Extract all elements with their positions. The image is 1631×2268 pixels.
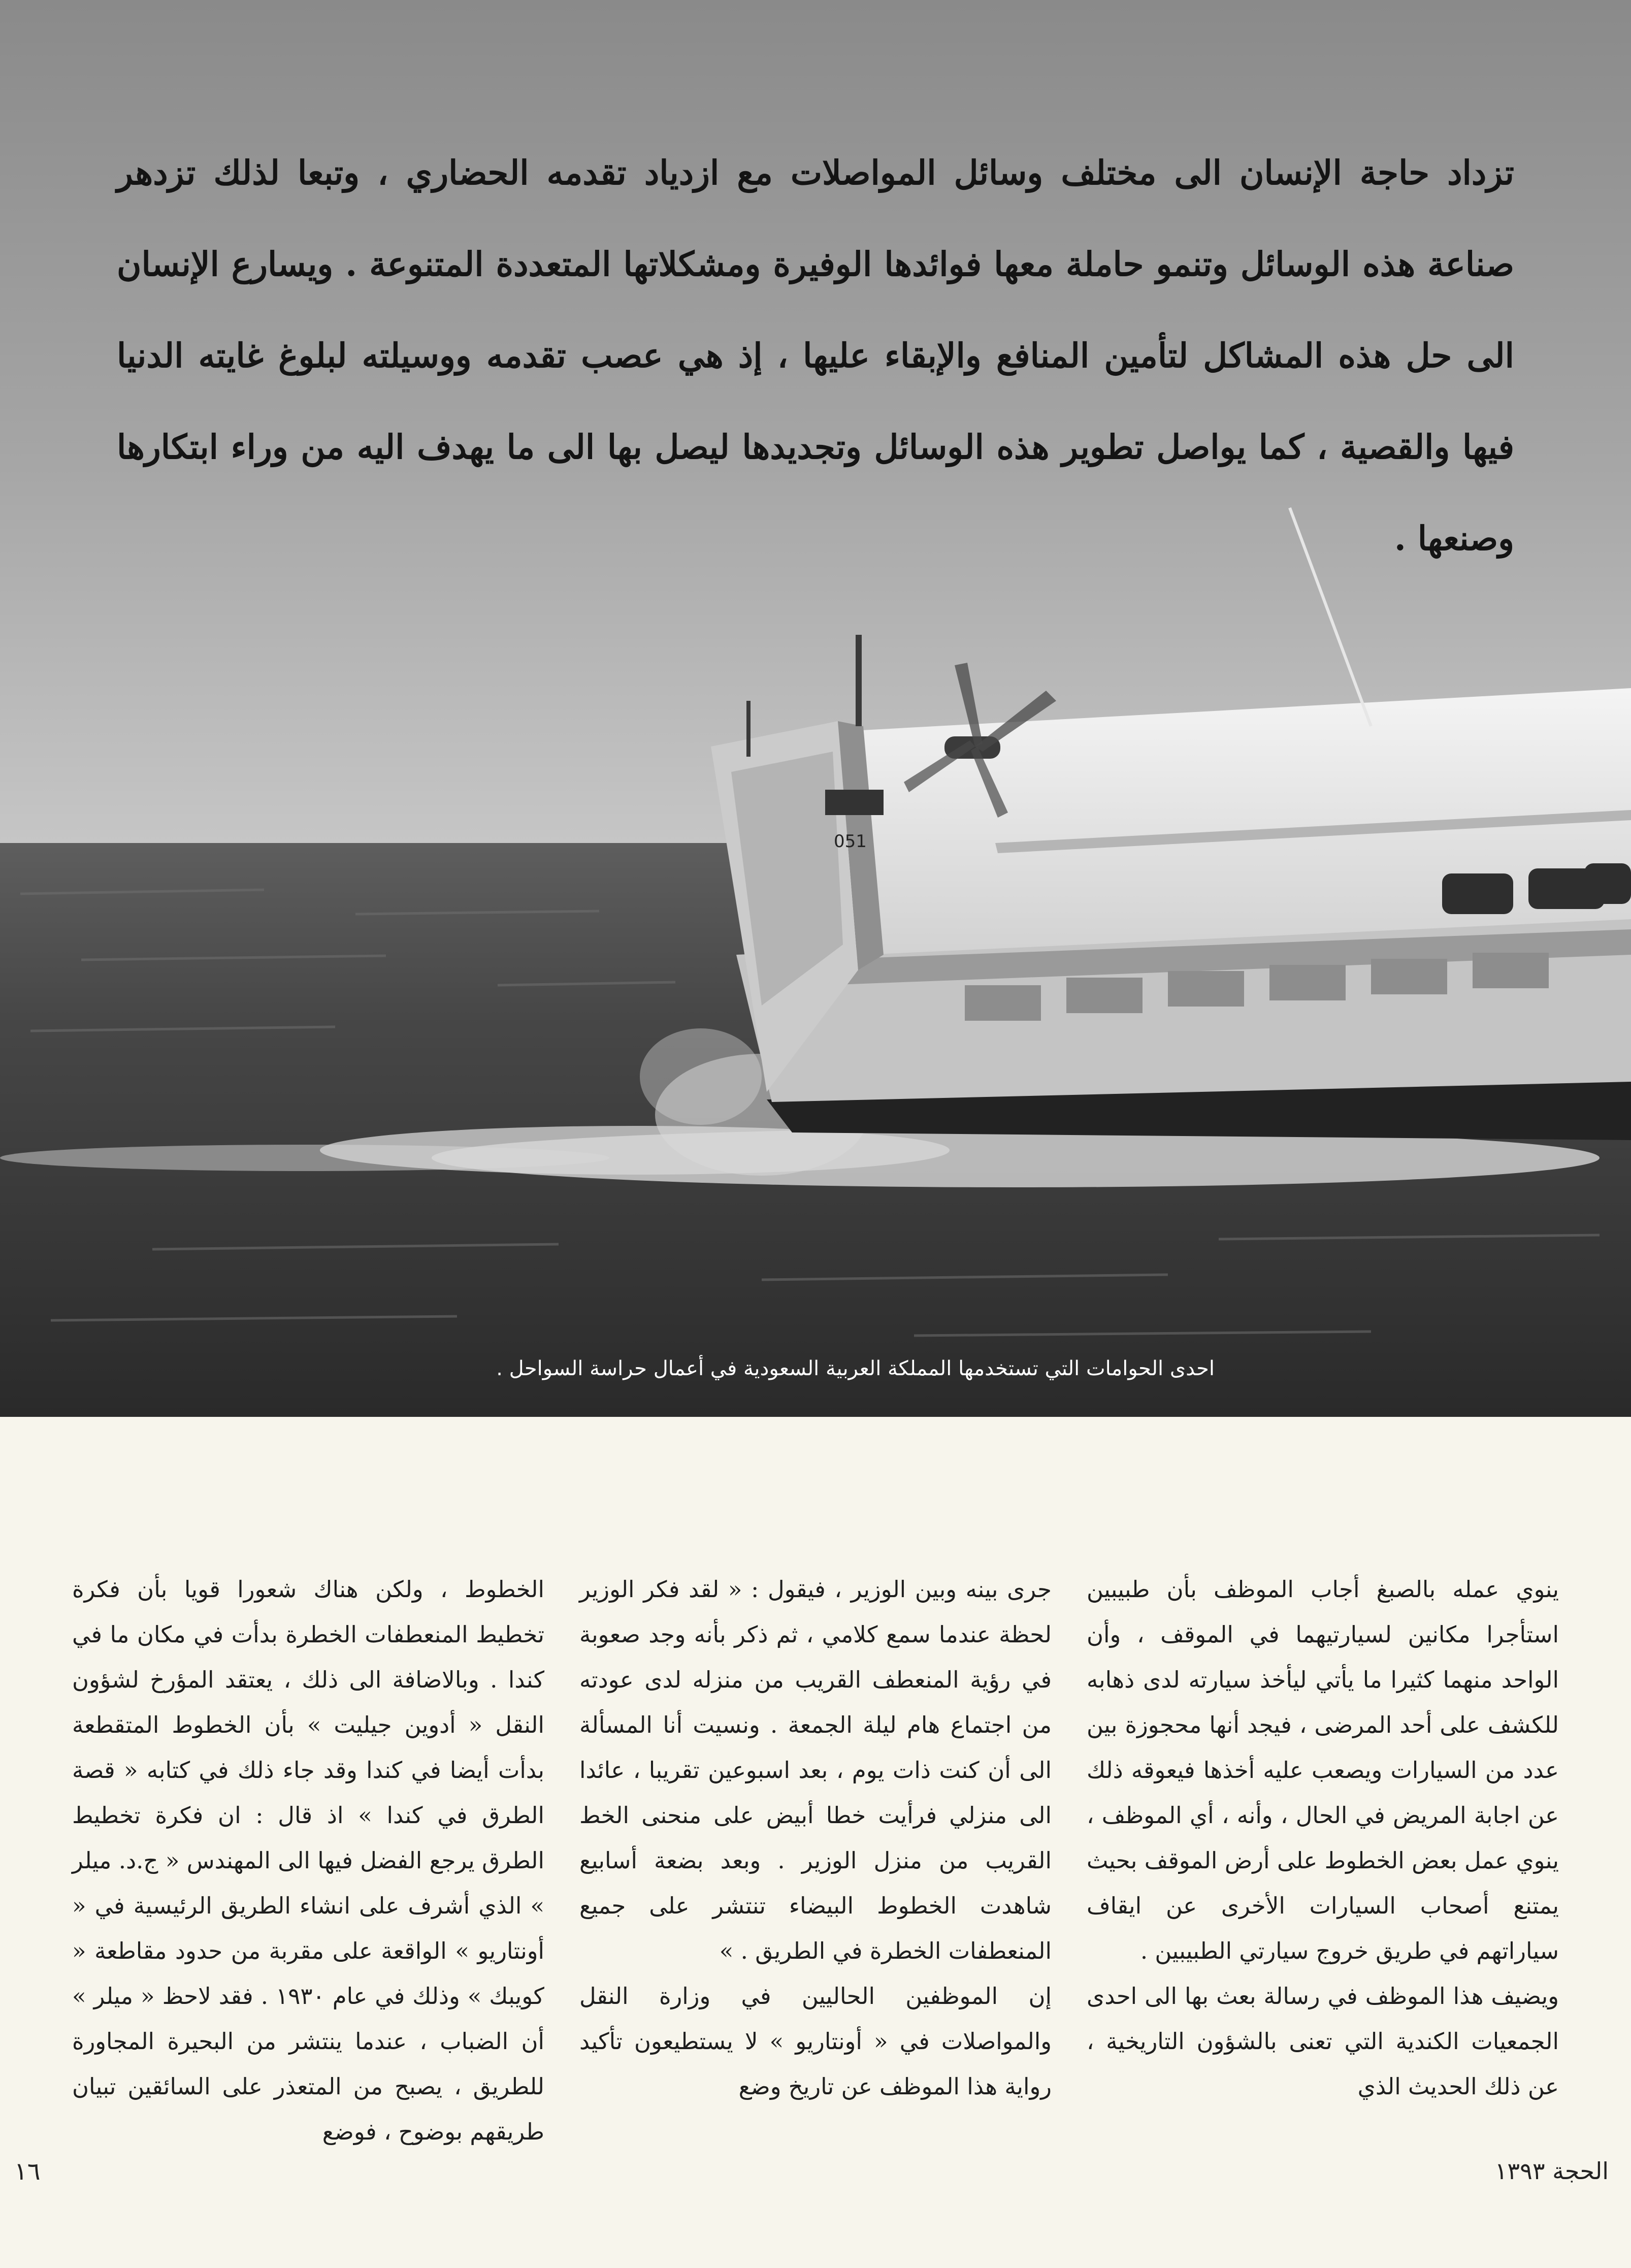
page-number: ١٦ — [14, 2157, 41, 2186]
article-column-right — [1087, 1567, 1559, 2105]
intro-paragraph: تزداد حاجة الإنسان الى مختلف وسائل المواصلات مع ازدياد تقدمه الحضاري ، وتبعا لذلك تزدهر صناعة هذه الوسائل وتنمو حاملة معها فوائدها الوفيرة ومشكلاتها المتعددة المتنوعة . ويسارع الإنسان الى حل هذه المشاكل لتأمين المنافع والإبقاء عليها ، إذ هي عصب تقدمه ووسيلته لبلوغ غايته الدنيا فيها والقصية ، كما يواصل تطوير هذه الوسائل وتجديدها ليصل بها الى ما يهدف اليه من وراء ابتكارها وصنعها . — [117, 153, 1514, 558]
paragraph: إن الموظفين الحاليين في وزارة النقل والمواصلات في « أونتاريو » لا يستطيعون تأكيد رواية هذا الموظف عن تاريخ وضع — [579, 1983, 1052, 2100]
paragraph: جرى بينه وبين الوزير ، فيقول : « لقد فكر الوزير لحظة عندما سمع كلامي ، ثم ذكر بأنه وجد صعوبة في رؤية المنعطف القريب من منزله لدى عودته من اجتماع هام ليلة الجمعة . ونسيت أنا المسألة الى أن كنت ذات يوم ، بعد اسبوعين تقريبا ، عائدا الى منزلي فرأيت خطا أبيض على منحنى الخط القريب من منزل الوزير . وبعد بضعة أسابيع شاهدت الخطوط البيضاء تنتشر على جميع المنعطفات الخطرة في الطريق . » — [579, 1576, 1052, 1964]
paragraph: الخطوط ، ولكن هناك شعورا قويا بأن فكرة تخطيط المنعطفات الخطرة بدأت في مكان ما في كندا . وبالاضافة الى ذلك ، يعتقد المؤرخ لشؤون النقل « أدوين جيليت » بأن الخطوط المتقطعة بدأت أيضا في كندا وقد جاء ذلك في كتابه « قصة الطرق في كندا » اذ قال : ان فكرة تخطيط الطرق يرجع الفضل فيها الى المهندس « ج.د. ميلر » الذي أشرف على انشاء الطريق الرئيسية في « أونتاريو » الواقعة على مقربة من حدود مقاطعة « كويبك » وذلك في عام ١٩٣٠ . فقد لاحظ « ميلر » أن الضباب ، عندما ينتشر من البحيرة المجاورة للطريق ، يصبح من المتعذر على السائقين تبيان طريقهم بوضوح ، فوضع — [72, 1576, 544, 2145]
article-column-middle — [579, 1567, 1052, 2105]
article-column-left — [72, 1567, 544, 2145]
paragraph: ينوي عمله بالصبغ أجاب الموظف بأن طبيبين استأجرا مكانين لسيارتيهما في الموقف ، وأن الواحد منهما كثيرا ما يأتي ليأخذ سيارته لدى ذهابه للكشف على أحد المرضى ، فيجد أنها محجوزة بين عدد من السيارات ويصعب عليه أخذها فيعوقه ذلك عن اجابة المريض في الحال ، وأنه ، أي الموظف ، ينوي عمل بعض الخطوط على أرض الموقف بحيث يمتنع أصحاب السيارات الأخرى عن ايقاف سياراتهم في طريق خروج سيارتي الطبيبين . — [1087, 1576, 1559, 1964]
paragraph: ويضيف هذا الموظف في رسالة بعث بها الى احدى الجمعيات الكندية التي تعنى بالشؤون التاريخية ، عن ذلك الحديث الذي — [1087, 1983, 1559, 2100]
issue-date: الحجة ١٣٩٣ — [1494, 2157, 1609, 2185]
hull-number-text: 051 — [834, 831, 867, 852]
photo-caption: احدى الحوامات التي تستخدمها المملكة العربية السعودية في أعمال حراسة السواحل . — [496, 1357, 1215, 1380]
